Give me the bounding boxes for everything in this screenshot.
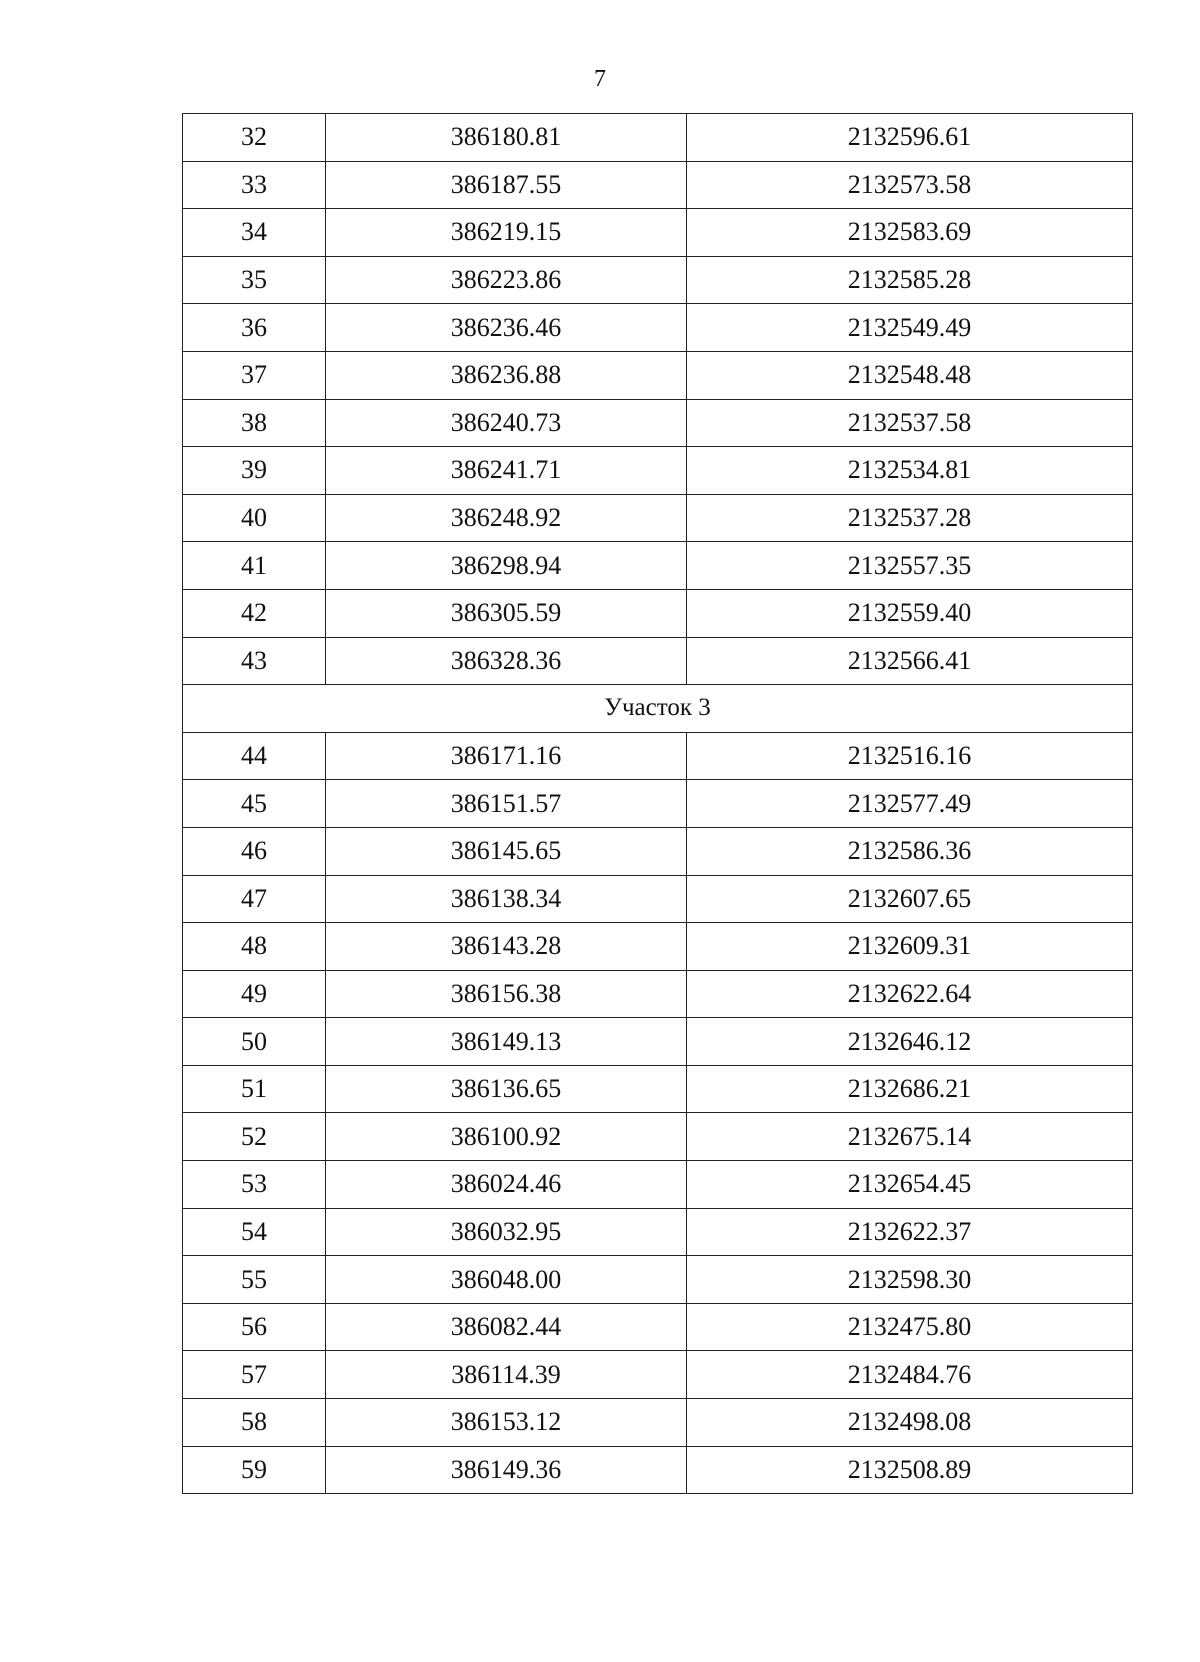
table-row [183,399,1133,447]
y-coordinate-cell: 2132577.49 [687,780,1133,828]
x-coordinate-cell: 386048.00 [326,1256,687,1304]
point-number-cell: 44 [183,732,326,780]
point-number-cell: 35 [183,256,326,304]
y-coordinate-cell: 2132598.30 [687,1256,1133,1304]
x-coordinate-cell: 386180.81 [326,114,687,162]
point-number-cell: 58 [183,1399,326,1447]
point-number-cell: 36 [183,304,326,352]
y-coordinate-cell: 2132557.35 [687,542,1133,590]
page-number: 7 [594,66,606,92]
x-coordinate-cell: 386236.46 [326,304,687,352]
y-coordinate-cell: 2132498.08 [687,1399,1133,1447]
table-row [183,1256,1133,1304]
point-number-cell: 33 [183,161,326,209]
point-number-cell: 49 [183,970,326,1018]
point-number-cell: 48 [183,923,326,971]
table-row [183,1113,1133,1161]
coordinates-table [182,113,1133,1494]
table-row [183,1161,1133,1209]
table-row [183,161,1133,209]
table-row [183,114,1133,162]
point-number-cell: 45 [183,780,326,828]
x-coordinate-cell: 386328.36 [326,637,687,685]
table-row [183,1303,1133,1351]
table-row [183,1208,1133,1256]
coordinates-table-body [183,114,1133,1494]
y-coordinate-cell: 2132654.45 [687,1161,1133,1209]
point-number-cell: 37 [183,351,326,399]
point-number-cell: 53 [183,1161,326,1209]
point-number-cell: 47 [183,875,326,923]
x-coordinate-cell: 386151.57 [326,780,687,828]
point-number-cell: 57 [183,1351,326,1399]
x-coordinate-cell: 386138.34 [326,875,687,923]
point-number-cell: 43 [183,637,326,685]
section-title: Участок 3 [183,685,1133,733]
point-number-cell: 50 [183,1018,326,1066]
y-coordinate-cell: 2132548.48 [687,351,1133,399]
table-row [183,875,1133,923]
table-row [183,304,1133,352]
x-coordinate-cell: 386100.92 [326,1113,687,1161]
table-row [183,542,1133,590]
y-coordinate-cell: 2132516.16 [687,732,1133,780]
x-coordinate-cell: 386248.92 [326,494,687,542]
table-row [183,732,1133,780]
x-coordinate-cell: 386156.38 [326,970,687,1018]
table-row [183,637,1133,685]
y-coordinate-cell: 2132622.64 [687,970,1133,1018]
x-coordinate-cell: 386305.59 [326,589,687,637]
x-coordinate-cell: 386082.44 [326,1303,687,1351]
point-number-cell: 56 [183,1303,326,1351]
table-row [183,351,1133,399]
table-row [183,494,1133,542]
x-coordinate-cell: 386240.73 [326,399,687,447]
y-coordinate-cell: 2132484.76 [687,1351,1133,1399]
x-coordinate-cell: 386024.46 [326,1161,687,1209]
x-coordinate-cell: 386145.65 [326,827,687,875]
table-row [183,827,1133,875]
y-coordinate-cell: 2132585.28 [687,256,1133,304]
point-number-cell: 59 [183,1446,326,1494]
table-row [183,256,1133,304]
point-number-cell: 55 [183,1256,326,1304]
table-row [183,780,1133,828]
x-coordinate-cell: 386136.65 [326,1065,687,1113]
point-number-cell: 41 [183,542,326,590]
y-coordinate-cell: 2132566.41 [687,637,1133,685]
table-row [183,589,1133,637]
x-coordinate-cell: 386114.39 [326,1351,687,1399]
y-coordinate-cell: 2132646.12 [687,1018,1133,1066]
point-number-cell: 38 [183,399,326,447]
table-row [183,970,1133,1018]
table-row [183,923,1133,971]
point-number-cell: 51 [183,1065,326,1113]
y-coordinate-cell: 2132609.31 [687,923,1133,971]
y-coordinate-cell: 2132622.37 [687,1208,1133,1256]
x-coordinate-cell: 386143.28 [326,923,687,971]
y-coordinate-cell: 2132573.58 [687,161,1133,209]
table-row [183,1018,1133,1066]
point-number-cell: 39 [183,447,326,495]
y-coordinate-cell: 2132549.49 [687,304,1133,352]
y-coordinate-cell: 2132537.58 [687,399,1133,447]
point-number-cell: 46 [183,827,326,875]
point-number-cell: 52 [183,1113,326,1161]
table-row [183,1399,1133,1447]
point-number-cell: 32 [183,114,326,162]
x-coordinate-cell: 386223.86 [326,256,687,304]
x-coordinate-cell: 386153.12 [326,1399,687,1447]
point-number-cell: 40 [183,494,326,542]
section-header-row [183,685,1133,733]
x-coordinate-cell: 386032.95 [326,1208,687,1256]
y-coordinate-cell: 2132475.80 [687,1303,1133,1351]
y-coordinate-cell: 2132586.36 [687,827,1133,875]
y-coordinate-cell: 2132559.40 [687,589,1133,637]
table-row [183,1446,1133,1494]
table-row [183,1351,1133,1399]
y-coordinate-cell: 2132607.65 [687,875,1133,923]
x-coordinate-cell: 386149.13 [326,1018,687,1066]
x-coordinate-cell: 386171.16 [326,732,687,780]
table-row [183,447,1133,495]
x-coordinate-cell: 386236.88 [326,351,687,399]
point-number-cell: 54 [183,1208,326,1256]
y-coordinate-cell: 2132534.81 [687,447,1133,495]
x-coordinate-cell: 386149.36 [326,1446,687,1494]
point-number-cell: 42 [183,589,326,637]
y-coordinate-cell: 2132537.28 [687,494,1133,542]
y-coordinate-cell: 2132508.89 [687,1446,1133,1494]
y-coordinate-cell: 2132596.61 [687,114,1133,162]
table-row [183,1065,1133,1113]
y-coordinate-cell: 2132583.69 [687,209,1133,257]
y-coordinate-cell: 2132686.21 [687,1065,1133,1113]
point-number-cell: 34 [183,209,326,257]
table-row [183,209,1133,257]
y-coordinate-cell: 2132675.14 [687,1113,1133,1161]
x-coordinate-cell: 386219.15 [326,209,687,257]
x-coordinate-cell: 386298.94 [326,542,687,590]
x-coordinate-cell: 386241.71 [326,447,687,495]
x-coordinate-cell: 386187.55 [326,161,687,209]
